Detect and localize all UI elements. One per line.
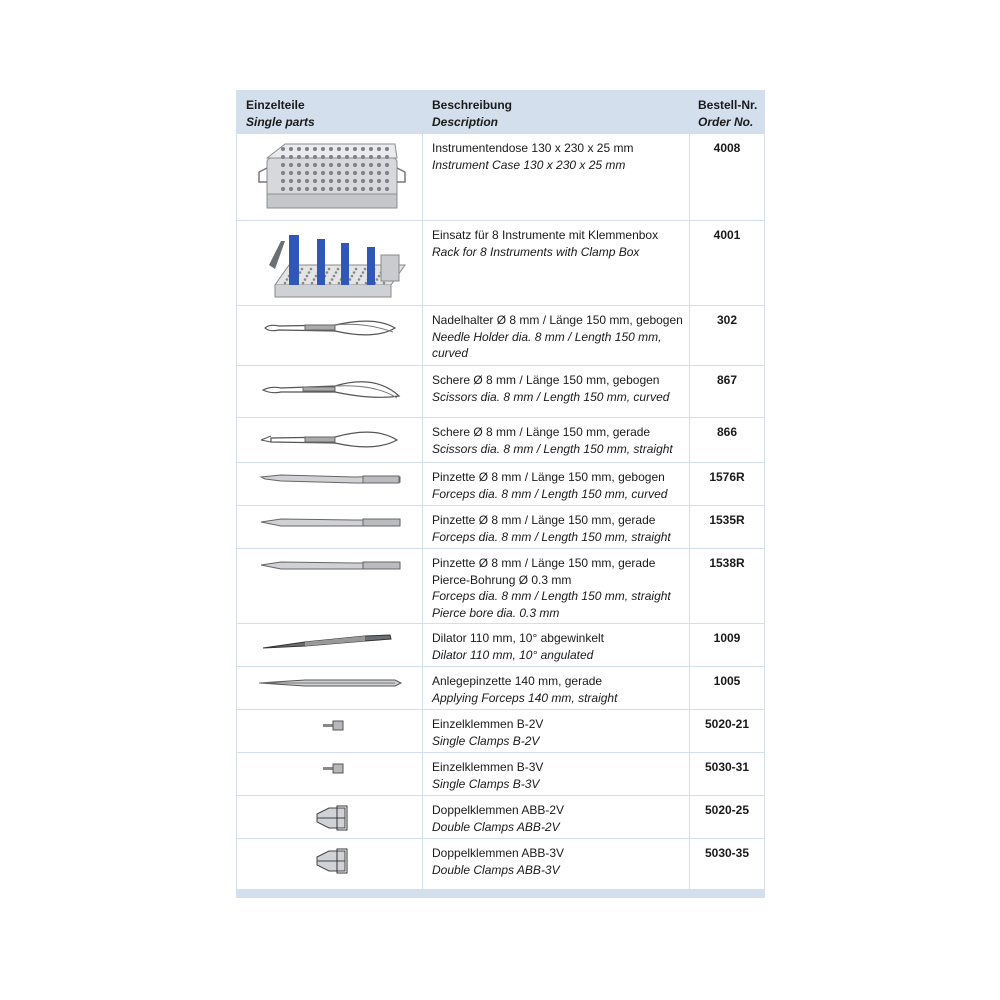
description-de: Pinzette Ø 8 mm / Länge 150 mm, gerade — [432, 513, 656, 527]
table-row — [237, 463, 764, 506]
row-description — [432, 630, 690, 663]
table-row — [237, 549, 764, 624]
description-de: Schere Ø 8 mm / Länge 150 mm, gebogen — [432, 373, 660, 387]
forceps-pierce-icon — [245, 553, 421, 581]
description-en: Single Clamps B-2V — [432, 733, 540, 748]
order-number: 1005 — [713, 674, 741, 688]
description-de: Pinzette Ø 8 mm / Länge 150 mm, gerade — [432, 556, 656, 570]
table-row — [237, 753, 764, 796]
row-description — [432, 140, 690, 173]
description-en: Double Clamps ABB-3V — [432, 862, 560, 877]
table-row — [237, 710, 764, 753]
description-de: Pinzette Ø 8 mm / Länge 150 mm, gebogen — [432, 470, 665, 484]
description-en: Pierce bore dia. 0.3 mm — [432, 605, 560, 620]
order-number: 5020-25 — [704, 803, 750, 817]
forceps-curved-icon — [245, 467, 421, 495]
table-row — [237, 624, 764, 667]
order-number: 1009 — [713, 631, 741, 645]
description-de: Schere Ø 8 mm / Länge 150 mm, gerade — [432, 425, 651, 439]
single-clamp-icon — [245, 714, 421, 738]
row-description — [432, 512, 690, 545]
row-description — [432, 424, 690, 457]
order-number: 867 — [716, 373, 738, 387]
description-en: Instrument Case 130 x 230 x 25 mm — [432, 157, 626, 172]
forceps-straight-icon — [245, 510, 421, 538]
row-description — [432, 716, 690, 749]
table-row — [237, 366, 764, 418]
row-description — [432, 469, 690, 502]
description-en: Forceps dia. 8 mm / Length 150 mm, straight — [432, 589, 671, 603]
table-row — [237, 506, 764, 549]
description-en: Rack for 8 Instruments with Clamp Box — [432, 244, 640, 259]
order-number: 1576R — [709, 470, 745, 484]
header-col1-en: Single parts — [246, 115, 315, 129]
table-footer-bar — [237, 889, 764, 897]
header-col3-en: Order No. — [698, 115, 754, 129]
double-clamp-icon — [245, 800, 421, 836]
header-description — [432, 97, 512, 131]
order-number: 1535R — [709, 513, 745, 527]
description-en: curved — [432, 346, 469, 360]
row-description — [432, 372, 690, 405]
row-description — [432, 845, 690, 878]
description-en: Dilator 110 mm, 10° angulated — [432, 647, 594, 662]
description-de: Anlegepinzette 140 mm, gerade — [432, 674, 603, 688]
description-en: Needle Holder dia. 8 mm / Length 150 mm, — [432, 329, 662, 344]
header-col1-de: Einzelteile — [246, 98, 305, 112]
header-single-parts — [246, 97, 315, 131]
description-de: Dilator 110 mm, 10° abgewinkelt — [432, 631, 604, 645]
description-en: Scissors dia. 8 mm / Length 150 mm, straight — [432, 441, 673, 456]
table-row — [237, 796, 764, 839]
order-number: 4001 — [713, 228, 741, 242]
dilator-icon — [245, 628, 421, 656]
header-col2-en: Description — [432, 115, 499, 129]
table-row — [237, 306, 764, 366]
row-description — [432, 759, 690, 792]
row-description — [432, 227, 690, 260]
description-de: Einzelklemmen B-3V — [432, 760, 544, 774]
header-col3-de: Bestell-Nr. — [698, 98, 758, 112]
description-de: Einzelklemmen B-2V — [432, 717, 544, 731]
applying-forceps-icon — [245, 671, 421, 699]
order-number: 866 — [716, 425, 738, 439]
double-clamp-icon — [245, 843, 421, 879]
table-row — [237, 221, 764, 306]
description-en: Double Clamps ABB-2V — [432, 819, 560, 834]
instrument-rack-icon — [245, 225, 421, 305]
description-de: Doppelklemmen ABB-2V — [432, 803, 565, 817]
row-description — [432, 555, 690, 621]
table-row — [237, 134, 764, 221]
order-number: 5030-35 — [704, 846, 750, 860]
order-number: 4008 — [713, 141, 741, 155]
row-description — [432, 802, 690, 835]
table-header — [237, 91, 764, 134]
scissors-curved-icon — [245, 370, 421, 410]
single-clamp-icon — [245, 757, 421, 781]
table-row — [237, 667, 764, 710]
order-number: 1538R — [709, 556, 745, 570]
description-en: Scissors dia. 8 mm / Length 150 mm, curved — [432, 389, 670, 404]
row-description — [432, 312, 690, 362]
row-description — [432, 673, 690, 706]
instrument-case-icon — [245, 138, 421, 218]
description-en: Forceps dia. 8 mm / Length 150 mm, straight — [432, 529, 671, 544]
header-order-no — [698, 97, 757, 131]
parts-table — [236, 90, 765, 898]
order-number: 302 — [716, 313, 738, 327]
description-de: Pierce-Bohrung Ø 0.3 mm — [432, 572, 572, 587]
description-de: Nadelhalter Ø 8 mm / Länge 150 mm, gebogen — [432, 313, 683, 327]
order-number: 5020-21 — [704, 717, 750, 731]
description-en: Applying Forceps 140 mm, straight — [432, 690, 618, 705]
description-de: Doppelklemmen ABB-3V — [432, 846, 565, 860]
order-number: 5030-31 — [704, 760, 750, 774]
description-en: Single Clamps B-3V — [432, 776, 540, 791]
scissors-straight-icon — [245, 422, 421, 458]
description-de: Einsatz für 8 Instrumente mit Klemmenbox — [432, 228, 659, 242]
header-col2-de: Beschreibung — [432, 98, 513, 112]
table-row — [237, 418, 764, 463]
description-en: Forceps dia. 8 mm / Length 150 mm, curved — [432, 486, 668, 501]
table-row — [237, 839, 764, 891]
needle-holder-icon — [245, 310, 421, 350]
description-de: Instrumentendose 130 x 230 x 25 mm — [432, 141, 634, 155]
